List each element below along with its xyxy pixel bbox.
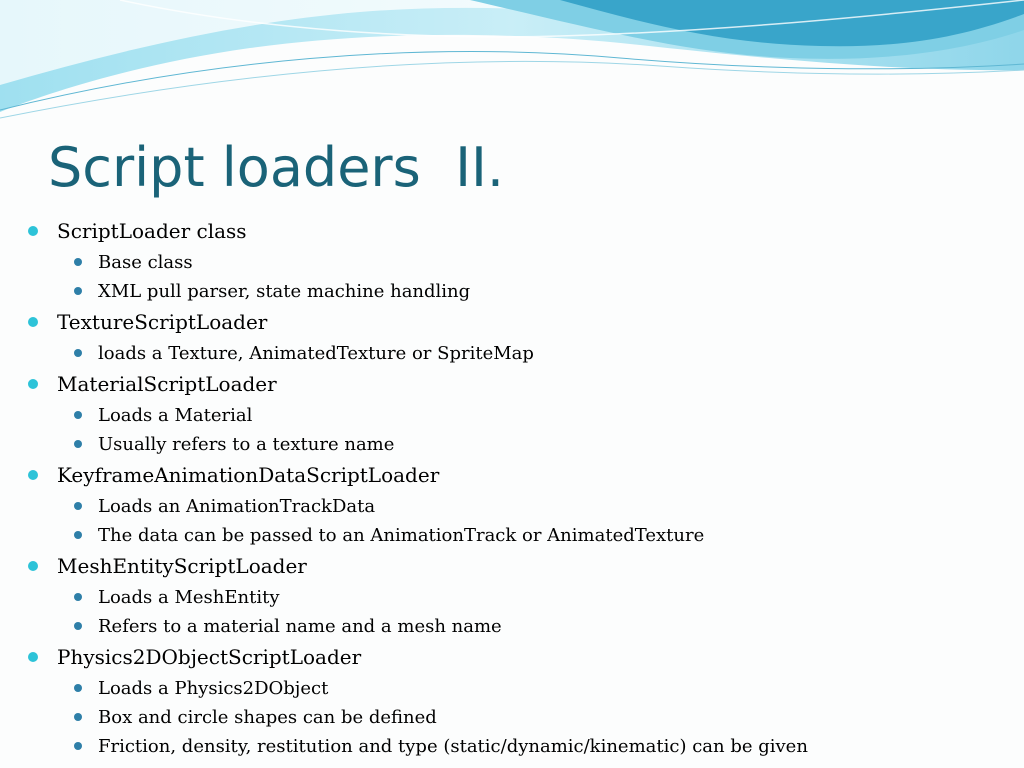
sub-bullet-text: Usually refers to a texture name <box>98 434 395 455</box>
bullet-item <box>0 641 1024 674</box>
sub-bullet-item <box>0 277 1024 306</box>
sub-bullet-item <box>0 612 1024 641</box>
sub-bullet-text: Loads a Material <box>98 405 253 426</box>
bullet-dot-icon <box>28 379 38 389</box>
sub-bullet-text: XML pull parser, state machine handling <box>98 281 471 302</box>
sub-bullet-text: loads a Texture, AnimatedTexture or SpriteMap <box>98 343 534 364</box>
sub-bullet-dot-icon <box>74 684 82 692</box>
sub-bullet-text: Friction, density, restitution and type (static/dynamic/kinematic) can be given <box>98 736 808 757</box>
sub-bullet-dot-icon <box>74 349 82 357</box>
bullet-item <box>0 306 1024 339</box>
bullet-text: MaterialScriptLoader <box>57 372 277 396</box>
bullet-list <box>0 215 1024 761</box>
bullet-text: ScriptLoader class <box>57 219 247 243</box>
sub-bullet-text: Base class <box>98 252 193 273</box>
sub-bullet-item <box>0 521 1024 550</box>
sub-bullet-item <box>0 583 1024 612</box>
sub-bullet-text: Box and circle shapes can be defined <box>98 707 437 728</box>
bullet-item <box>0 550 1024 583</box>
bullet-dot-icon <box>28 226 38 236</box>
sub-bullet-item <box>0 339 1024 368</box>
sub-bullet-text: Loads an AnimationTrackData <box>98 496 376 517</box>
sub-bullet-item <box>0 401 1024 430</box>
header-wave-decoration <box>0 0 1024 120</box>
bullet-text: MeshEntityScriptLoader <box>57 554 307 578</box>
sub-bullet-item <box>0 430 1024 459</box>
sub-bullet-dot-icon <box>74 713 82 721</box>
sub-bullet-dot-icon <box>74 287 82 295</box>
sub-bullet-item <box>0 674 1024 703</box>
bullet-item <box>0 459 1024 492</box>
bullet-text: TextureScriptLoader <box>57 310 268 334</box>
slide-title: Script loaders II. <box>48 136 505 199</box>
sub-bullet-dot-icon <box>74 411 82 419</box>
sub-bullet-dot-icon <box>74 622 82 630</box>
bullet-text: KeyframeAnimationDataScriptLoader <box>57 463 440 487</box>
sub-bullet-text: Loads a Physics2DObject <box>98 678 329 699</box>
sub-bullet-item <box>0 492 1024 521</box>
bullet-text: Physics2DObjectScriptLoader <box>57 645 362 669</box>
bullet-item <box>0 215 1024 248</box>
bullet-dot-icon <box>28 561 38 571</box>
sub-bullet-item <box>0 248 1024 277</box>
sub-bullet-dot-icon <box>74 742 82 750</box>
bullet-item <box>0 368 1024 401</box>
sub-bullet-text: Refers to a material name and a mesh name <box>98 616 502 637</box>
sub-bullet-dot-icon <box>74 502 82 510</box>
sub-bullet-item <box>0 703 1024 732</box>
sub-bullet-dot-icon <box>74 593 82 601</box>
sub-bullet-dot-icon <box>74 440 82 448</box>
sub-bullet-text: The data can be passed to an AnimationTrack or AnimatedTexture <box>98 525 705 546</box>
sub-bullet-item <box>0 732 1024 761</box>
bullet-dot-icon <box>28 652 38 662</box>
sub-bullet-dot-icon <box>74 258 82 266</box>
wave-line-2 <box>0 61 1024 118</box>
sub-bullet-dot-icon <box>74 531 82 539</box>
sub-bullet-text: Loads a MeshEntity <box>98 587 280 608</box>
bullet-dot-icon <box>28 317 38 327</box>
bullet-dot-icon <box>28 470 38 480</box>
